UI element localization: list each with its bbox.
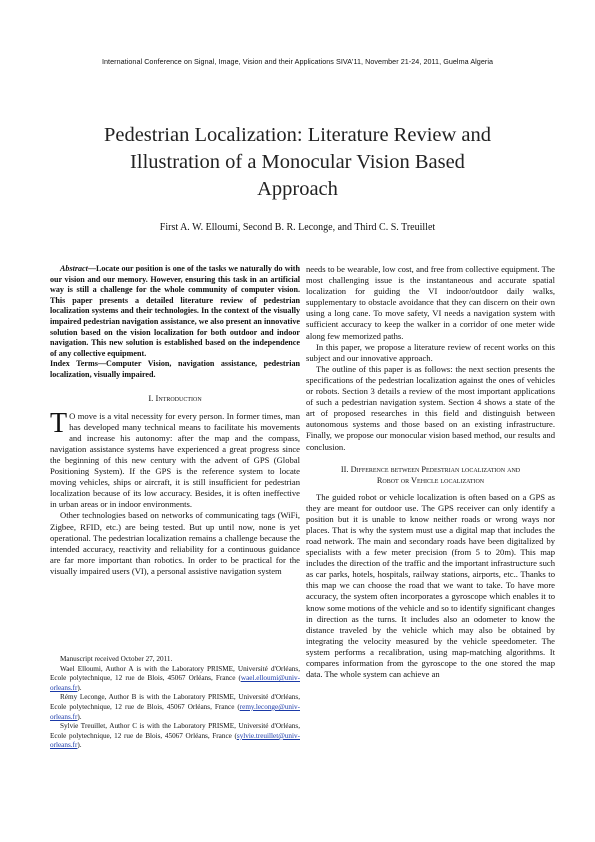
- section-heading-difference: [306, 464, 555, 486]
- section-title-line-2: Robot or Vehicle localization: [376, 475, 485, 485]
- footnote-author-c: Sylvie Treuillet, Author C is with the Laboratory PRISME, Université d'Orléans, Ecole polytechnique, 12 rue de Blois, 45067 Orléans, France (sylvie.treuillet@univ-orleans.fr).: [50, 722, 300, 750]
- section-number: I.: [148, 392, 154, 403]
- section-number: II.: [340, 464, 349, 474]
- section2-paragraph-1: The guided robot or vehicle localization is often based on a GPS as they are meant for outdoor use. The GPS receiver can only identify a position but it is unable to know neither roads or wrong ways nor places. That is why the system must use a digital map that includes the road network. The main and secondary roads have been digitalized by specialists with a few meter precision (from 5 to 20m). This map includes the direction of the traffic and the important infrastructure such as car parks, hotels, hospitals, railway stations, airports, etc.. Thanks to this map we can choose the road that we want to take. To have more accuracy, the system often incorporates a gyroscope which enables it to know some motions of the vehicle and so to identify significant changes in direction as the turns. It includes also an odometer to know the distance traveled by the vehicle which may also be obtained by integrating the velocity measured by the vehicle speedometer. The system performs a recalibration, using map-matching algorithms. It compares information from the gyroscope to the one stored the map data. The whole system can achieve an: [306, 491, 555, 680]
- section-title-line-1: Difference between Pedestrian localization and: [350, 464, 521, 474]
- abstract: [50, 264, 300, 359]
- intro-paragraph-5: The outline of this paper is as follows: the next section presents the specifications of the pedestrian localization against the ones of vehicles or robots. Section 3 details a review of the most important applications of such a pedestrian navigation system. Section 4 shows a state of the art of proposed researches in this field and distinguish between autonomous systems and those based on an existing infrastructure. Finally, we propose our monocular vision based method, our results and conclusion.: [306, 363, 555, 452]
- intro-paragraph-2: Other technologies based on networks of communicating tags (WiFi, Zigbee, RFID, etc.) are being tested. But up until now, none is yet operational. The pedestrian localization remains a challenge because the intended accuracy, reactivity and reliability for a continuous guidance are far more important than robotics. In order to be practical for the visually impaired users (VI), a personal assistive navigation system: [50, 510, 300, 576]
- author-list: First A. W. Elloumi, Second B. R. Leconge, and Third C. S. Treuillet: [159, 222, 436, 233]
- section-heading-introduction: [50, 393, 300, 404]
- title-line-3: Approach: [257, 178, 338, 200]
- title-line-1: Pedestrian Localization: Literature Review and: [103, 124, 492, 146]
- index-terms: Index Terms—Computer Vision, navigation assistance, pedestrian localization, visually impaired.: [50, 359, 300, 379]
- intro-paragraph-1: [50, 407, 300, 511]
- section-title: Introduction: [155, 392, 202, 403]
- footnote-author-b: Rémy Leconge, Author B is with the Laboratory PRISME, Université d'Orléans, Ecole polytechnique, 12 rue de Blois, 45067 Orléans, France (remy.leconge@univ-orleans.fr).: [50, 693, 300, 721]
- abstract-label: Abstract: [60, 264, 88, 273]
- drop-cap: T: [50, 407, 68, 439]
- footnote-author-a: Wael Elloumi, Author A is with the Laboratory PRISME, Université d'Orléans, Ecole polytechnique, 12 rue de Blois, 45067 Orléans, France (wael.elloumi@univ-orleans.fr).: [50, 664, 300, 692]
- paper-title: [60, 122, 535, 203]
- footnote-received: Manuscript received October 27, 2011.: [60, 655, 173, 663]
- abstract-text: —Locate our position is one of the tasks we naturally do with our vision and our memory. However, ensuring this task in an artificial way is still a challenge for the whole community of computer vision. This paper presents a detailed literature review of pedestrian localization systems and their technologies. In the context of the visually impaired pedestrian navigation assistance, we also present an innovative solution based on the vision localization for both outdoor and indoor navigation. This new solution is established based on the independence of any collective equipment.: [50, 264, 300, 358]
- intro-paragraph-4: In this paper, we propose a literature review of recent works on this subject and our innovative approach.: [306, 341, 555, 363]
- email-link-author-b[interactable]: remy.leconge@univ-orleans.fr: [50, 702, 300, 721]
- left-column: [50, 264, 300, 577]
- right-column: [306, 264, 555, 680]
- intro-paragraph-1-text: O move is a vital necessity for every person. In former times, man has developed many technical means to facilitate his movements and increase his autonomy: after the map and the compass, navigation assistance systems have experienced a great progress since the beginning of this new century with the advent of GPS (Global Positioning System). If the GPS is the reference system to locate moving vehicles, ships or aircraft, it is still insufficient for pedestrian localization because of its low accuracy. Besides, it is often ineffective in urban areas or in indoor environments.: [50, 410, 300, 510]
- email-link-author-a[interactable]: wael.elloumi@univ-orleans.fr: [50, 674, 300, 692]
- footnotes: [50, 655, 300, 751]
- email-link-author-c[interactable]: sylvie.treuillet@univ-orleans.fr: [50, 731, 300, 750]
- conference-header: International Conference on Signal, Image, Vision and their Applications SIVA'11, November 21-24, 2011, Guelma Algeria: [101, 57, 494, 66]
- title-line-2: Illustration of a Monocular Vision Based: [130, 151, 465, 173]
- intro-paragraph-3: needs to be wearable, low cost, and free from collective equipment. The most challenging issue is the instantaneous and accurate spatial localization for guiding the VI indoor/outdoor daily walks, supplementary to obstacle avoidance that they can discern on their own using a long cane. To move safety, VI needs a navigation system with sufficient accuracy to keep the walker in a corridor of one meter wide along few memorized paths.: [306, 264, 555, 341]
